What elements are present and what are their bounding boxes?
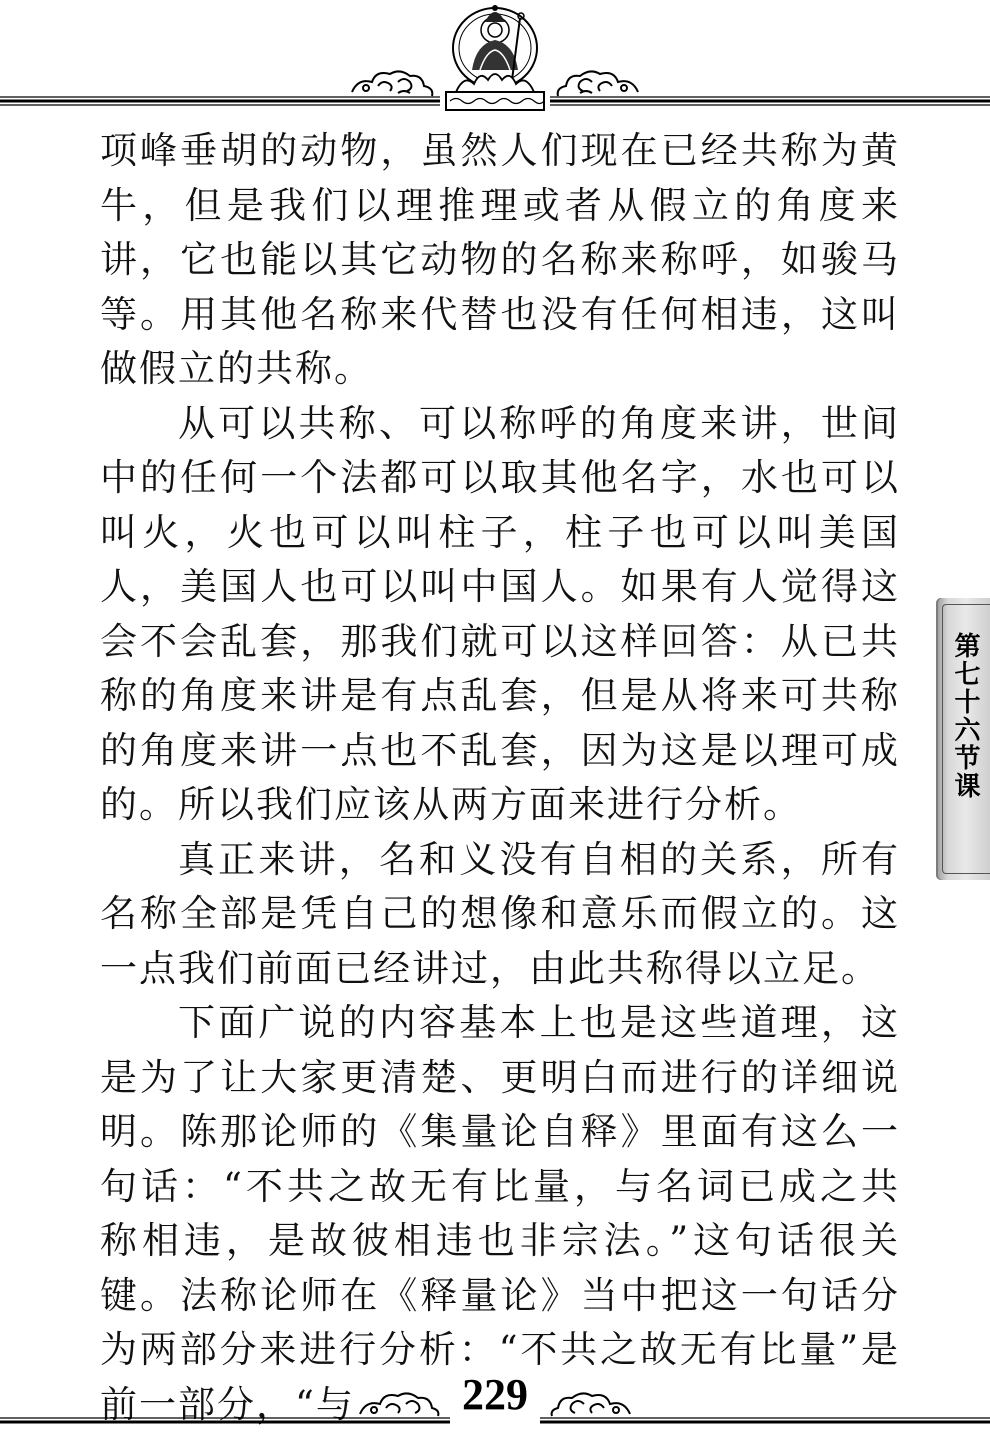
page-body [100, 124, 900, 1432]
chapter-side-tab [936, 598, 990, 880]
footer-rule-right [540, 1418, 990, 1422]
paragraph-3: 真正来讲，名和义没有自相的关系，所有名称全部是凭自己的想像和意乐而假立的。这一点我们前面已经讲过，由此共称得以立足。 [100, 837, 900, 990]
cloud-ornament-right-icon [558, 71, 638, 96]
footer-cloud-left-icon [360, 1393, 438, 1416]
footer-rule-left [0, 1418, 450, 1422]
header-rule-left [0, 97, 440, 105]
side-tab-label: 第七十六节课 [950, 632, 980, 800]
cloud-ornament-left-icon [352, 71, 432, 96]
header-rule-and-emblem [0, 0, 990, 120]
footer-cloud-right-icon [552, 1393, 630, 1416]
footer [0, 1368, 990, 1426]
paragraph-4: 下面广说的内容基本上也是这些道理，这是为了让大家更清楚、更明白而进行的详细说明。陈那论师的《集量论自释》里面有这么一句话：“不共之故无有比量，与名词已成之共称相违，是故彼相违也非宗法。”这句话很关键。法称论师在《释量论》当中把这一句话分为两部分来进行分析：“不共之故无有比量”是前一部分，“与 [100, 1001, 900, 1426]
page-number: 229 [462, 1370, 528, 1419]
paragraph-1: 项峰垂胡的动物，虽然人们现在已经共称为黄牛，但是我们以理推理或者从假立的角度来讲，它也能以其它动物的名称来称呼，如骏马等。用其他名称来代替也没有任何相违，这叫做假立的共称。 [100, 129, 900, 390]
header-ornament [0, 0, 990, 120]
paragraph-2: 从可以共称、可以称呼的角度来讲，世间中的任何一个法都可以取其他名字，水也可以叫火，火也可以叫柱子，柱子也可以叫美国人，美国人也可以叫中国人。如果有人觉得这会不会乱套，那我们就可以这样回答：从已共称的角度来讲是有点乱套，但是从将来可共称的角度来讲一点也不乱套，因为这是以理可成的。所以我们应该从两方面来进行分析。 [100, 401, 900, 826]
deity-emblem-icon [446, 5, 544, 110]
header-rule-right [550, 97, 990, 105]
